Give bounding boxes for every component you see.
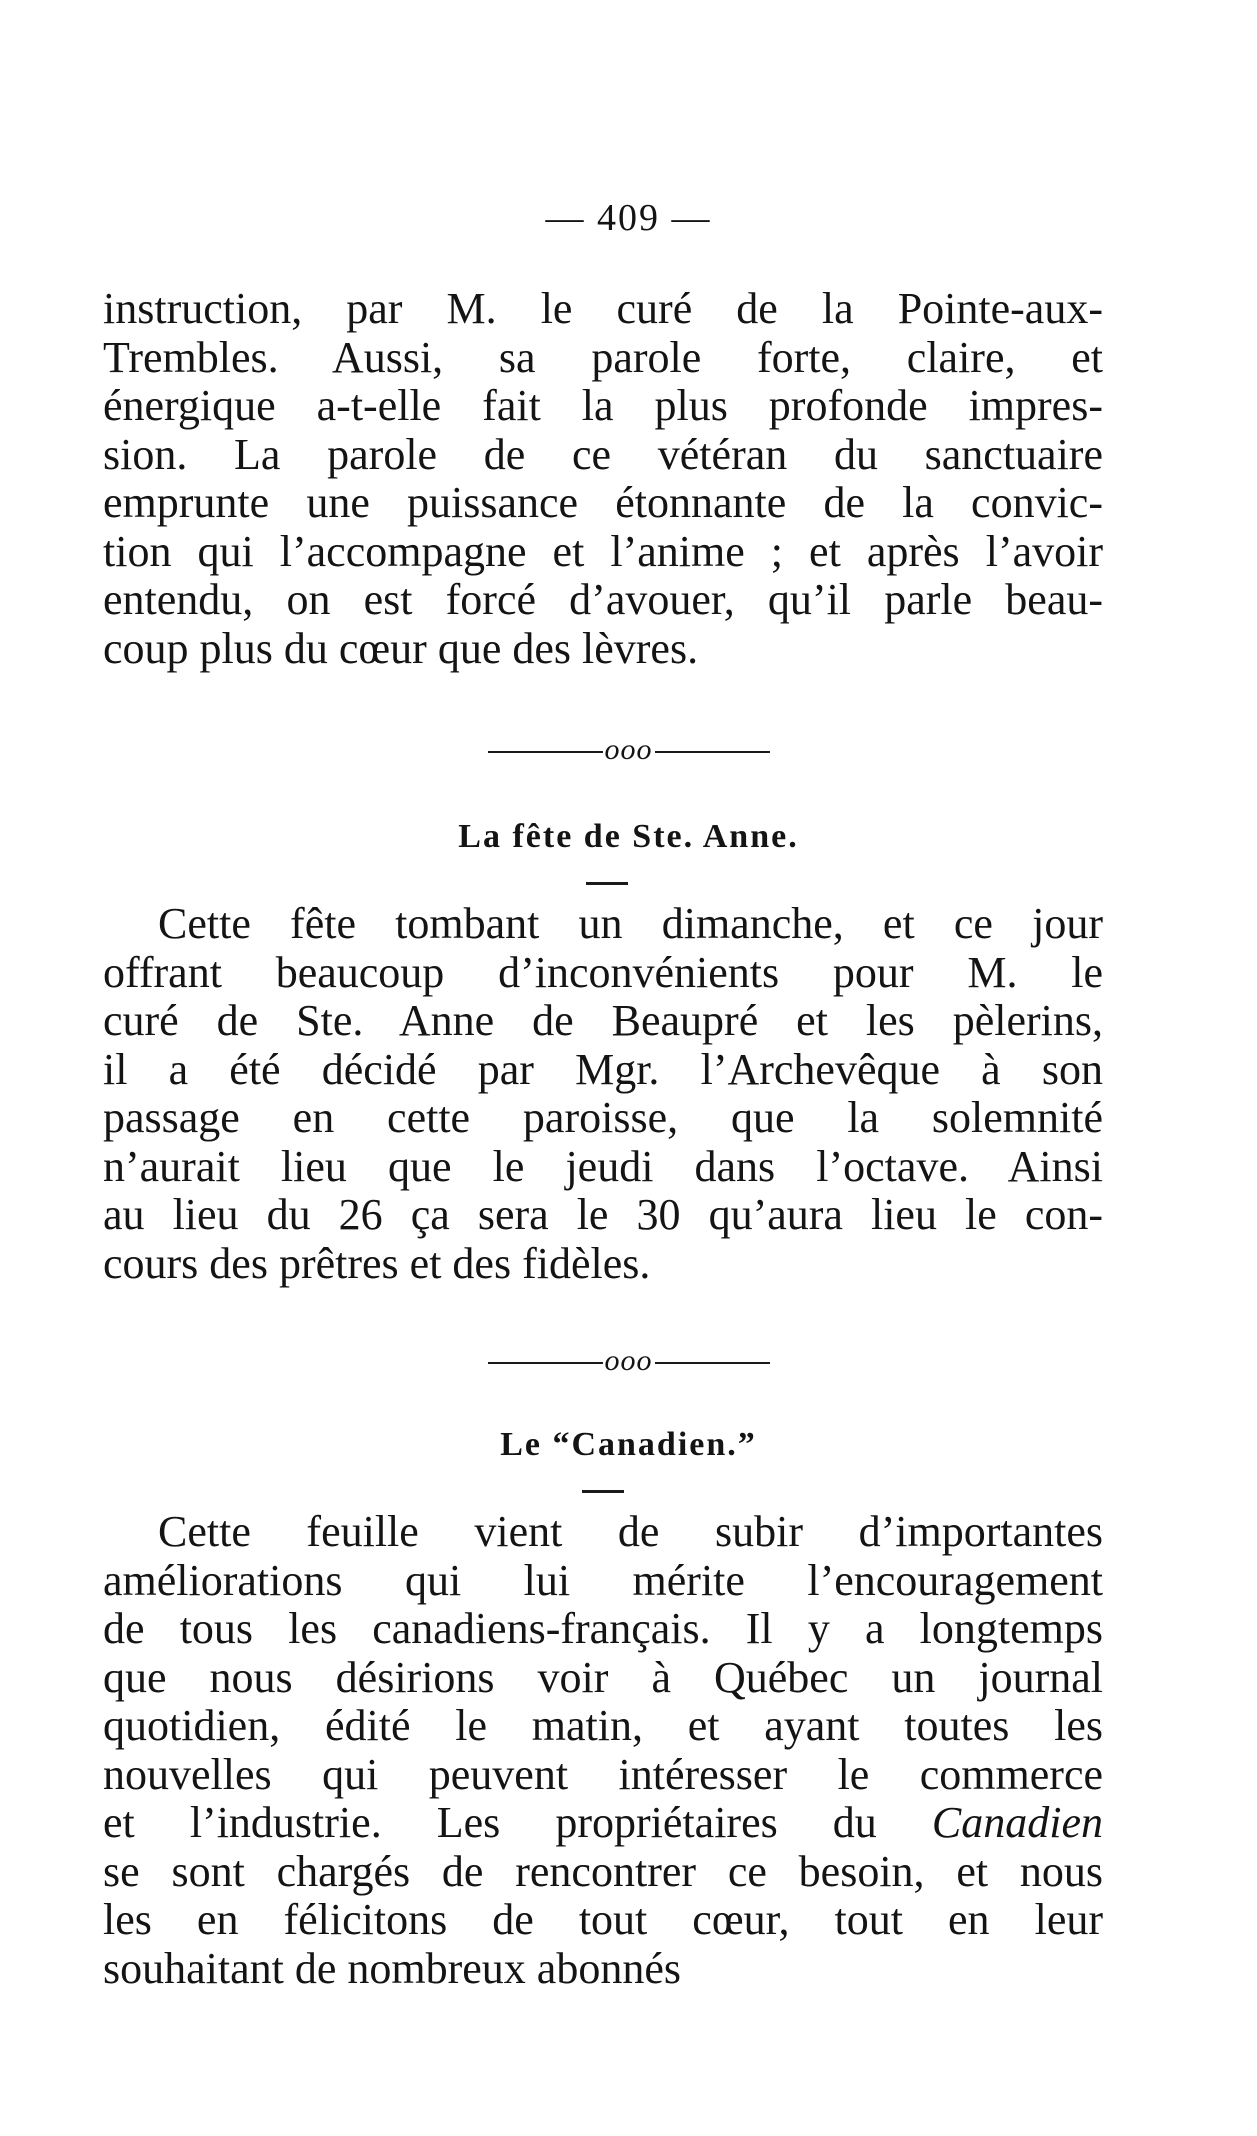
text-line: cours des prêtres et des fidèles. — [103, 1238, 651, 1288]
paragraph-le-canadien — [103, 1508, 1103, 1993]
text-line: n’aurait lieu que le jeudi dans l’octave. Ainsi — [103, 1141, 1103, 1191]
separator-mark: ooo — [604, 1344, 653, 1377]
text-line: souhaitant de nombreux abonnés — [103, 1943, 681, 1993]
text-line: curé de Ste. Anne de Beaupré et les pèlerins, — [103, 996, 1103, 1045]
text-line-with-italic — [103, 1799, 1103, 1848]
separator-rule-right — [655, 1362, 770, 1364]
text-line: Cette feuille vient de subir d’importantes — [158, 1507, 1103, 1556]
page-number: — 409 — — [545, 197, 712, 239]
section-heading-fete-ste-anne: La fête de Ste. Anne. — [458, 818, 799, 855]
text-line: Trembles. Aussi, sa parole forte, claire, et — [103, 332, 1103, 382]
separator-rule-left — [488, 751, 603, 753]
text-line: se sont chargés de rencontrer ce besoin, et nous — [103, 1846, 1103, 1896]
separator-rule-right — [655, 751, 770, 753]
text-line: passage en cette paroisse, que la solemnité — [103, 1093, 1103, 1142]
section-heading-le-canadien: Le “Canadien.” — [500, 1426, 757, 1463]
separator-rule-left — [488, 1362, 603, 1364]
text-line: énergique a-t-elle fait la plus profonde impres- — [103, 381, 1103, 430]
text-line: sion. La parole de ce vétéran du sanctuaire — [103, 429, 1103, 479]
text-line: emprunte une puissance étonnante de la convic- — [103, 478, 1103, 527]
text-line-start: et l’industrie. Les propriétaires du — [103, 1798, 877, 1847]
italic-newspaper-name: Canadien — [931, 1798, 1104, 1847]
text-line: de tous les canadiens-français. Il y a longtemps — [103, 1604, 1103, 1653]
text-line: instruction, par M. le curé de la Pointe-aux- — [103, 284, 1103, 333]
heading-underline-rule — [582, 1490, 624, 1493]
paragraph-instruction — [103, 285, 1103, 673]
text-line: il a été décidé par Mgr. l’Archevêque à son — [103, 1044, 1103, 1094]
text-line: améliorations qui lui mérite l’encouragement — [103, 1555, 1103, 1605]
text-line: les en félicitons de tout cœur, tout en leur — [103, 1895, 1103, 1944]
text-line: tion qui l’accompagne et l’anime ; et après l’avoir — [103, 526, 1103, 576]
text-line: au lieu du 26 ça sera le 30 qu’aura lieu le con- — [103, 1190, 1103, 1239]
text-line: nouvelles qui peuvent intéresser le commerce — [103, 1749, 1103, 1799]
text-line: offrant beaucoup d’inconvénients pour M. le — [103, 947, 1103, 997]
heading-underline-rule — [586, 882, 628, 885]
text-line: entendu, on est forcé d’avouer, qu’il parle beau- — [103, 575, 1103, 624]
text-line: coup plus du cœur que des lèvres. — [103, 623, 699, 673]
section-separator — [0, 733, 1257, 767]
paragraph-fete-ste-anne — [103, 900, 1103, 1288]
text-line: que nous désirions voir à Québec un journal — [103, 1652, 1103, 1702]
text-line: Cette fête tombant un dimanche, et ce jour — [158, 899, 1103, 948]
text-line: quotidien, édité le matin, et ayant toutes les — [103, 1701, 1103, 1750]
separator-mark: ooo — [604, 733, 653, 766]
section-separator — [0, 1344, 1257, 1378]
